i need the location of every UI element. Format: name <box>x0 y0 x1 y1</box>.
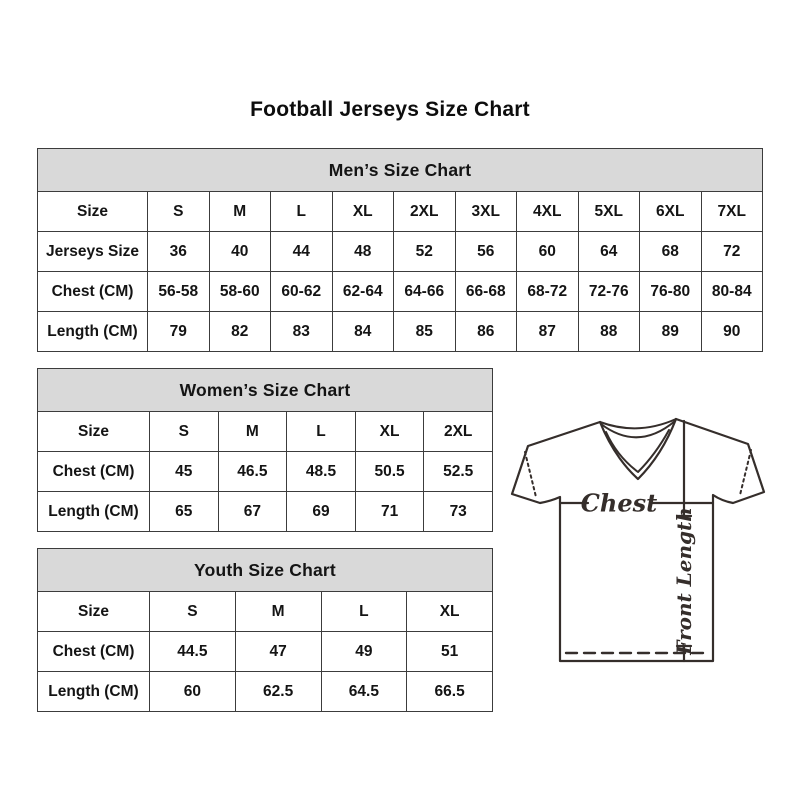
mens-cell: 90 <box>701 312 763 352</box>
womens-table-title: Women’s Size Chart <box>38 369 493 412</box>
womens-cell: L <box>287 412 356 452</box>
mens-cell: 52 <box>394 232 456 272</box>
womens-cell: M <box>218 412 287 452</box>
mens-cell: 6XL <box>640 192 702 232</box>
womens-size-table <box>37 368 493 532</box>
table-row <box>38 412 493 452</box>
youth-cell: 60 <box>150 672 236 712</box>
womens-cell: 67 <box>218 492 287 532</box>
jersey-illustration <box>500 406 778 668</box>
mens-cell: 60-62 <box>271 272 333 312</box>
mens-cell: 58-60 <box>209 272 271 312</box>
mens-cell: 36 <box>148 232 210 272</box>
mens-cell: 79 <box>148 312 210 352</box>
mens-cell: 7XL <box>701 192 763 232</box>
youth-cell: M <box>235 592 321 632</box>
youth-cell: 62.5 <box>235 672 321 712</box>
womens-table-title-row <box>38 369 493 412</box>
table-row <box>38 192 763 232</box>
mens-cell: 82 <box>209 312 271 352</box>
womens-cell: 71 <box>355 492 424 532</box>
youth-cell: 66.5 <box>407 672 493 712</box>
mens-cell: 83 <box>271 312 333 352</box>
mens-row-label: Chest (CM) <box>38 272 148 312</box>
table-row <box>38 452 493 492</box>
mens-cell: L <box>271 192 333 232</box>
mens-cell: 60 <box>517 232 579 272</box>
mens-cell: 56-58 <box>148 272 210 312</box>
womens-cell: 50.5 <box>355 452 424 492</box>
womens-row-label: Size <box>38 412 150 452</box>
mens-cell: 44 <box>271 232 333 272</box>
mens-cell: XL <box>332 192 394 232</box>
mens-cell: 68 <box>640 232 702 272</box>
mens-cell: 62-64 <box>332 272 394 312</box>
table-row <box>38 232 763 272</box>
right-cuff-dashed-seam <box>740 450 751 495</box>
left-cuff-dashed-seam <box>525 452 536 497</box>
youth-row-label: Length (CM) <box>38 672 150 712</box>
youth-cell: XL <box>407 592 493 632</box>
mens-cell: 5XL <box>578 192 640 232</box>
mens-cell: 87 <box>517 312 579 352</box>
table-row <box>38 312 763 352</box>
jersey-collar-arc-outer <box>600 419 676 428</box>
table-row <box>38 492 493 532</box>
mens-cell: 68-72 <box>517 272 579 312</box>
youth-cell: L <box>321 592 407 632</box>
youth-table-title: Youth Size Chart <box>38 549 493 592</box>
mens-cell: 85 <box>394 312 456 352</box>
womens-row-label: Length (CM) <box>38 492 150 532</box>
mens-cell: 66-68 <box>455 272 517 312</box>
youth-cell: 49 <box>321 632 407 672</box>
youth-cell: S <box>150 592 236 632</box>
mens-cell: 80-84 <box>701 272 763 312</box>
mens-cell: 40 <box>209 232 271 272</box>
mens-cell: 56 <box>455 232 517 272</box>
womens-cell: 48.5 <box>287 452 356 492</box>
womens-cell: 45 <box>150 452 219 492</box>
mens-cell: 84 <box>332 312 394 352</box>
youth-cell: 47 <box>235 632 321 672</box>
jersey-body-outline <box>512 419 764 661</box>
youth-size-table <box>37 548 493 712</box>
mens-cell: 89 <box>640 312 702 352</box>
mens-cell: 4XL <box>517 192 579 232</box>
womens-cell: 73 <box>424 492 493 532</box>
mens-cell: 64-66 <box>394 272 456 312</box>
womens-cell: XL <box>355 412 424 452</box>
womens-cell: 46.5 <box>218 452 287 492</box>
mens-cell: 64 <box>578 232 640 272</box>
youth-row-label: Chest (CM) <box>38 632 150 672</box>
table-row <box>38 592 493 632</box>
mens-cell: 2XL <box>394 192 456 232</box>
youth-cell: 44.5 <box>150 632 236 672</box>
jersey-measurement-diagram <box>500 406 778 668</box>
chest-label: Chest <box>580 488 658 518</box>
womens-cell: 65 <box>150 492 219 532</box>
mens-cell: 72 <box>701 232 763 272</box>
page-title: Football Jerseys Size Chart <box>250 98 530 121</box>
mens-row-label: Jerseys Size <box>38 232 148 272</box>
mens-cell: 88 <box>578 312 640 352</box>
mens-cell: S <box>148 192 210 232</box>
youth-cell: 51 <box>407 632 493 672</box>
youth-table-title-row <box>38 549 493 592</box>
mens-cell: M <box>209 192 271 232</box>
table-row <box>38 272 763 312</box>
mens-cell: 3XL <box>455 192 517 232</box>
mens-table-title: Men’s Size Chart <box>38 149 763 192</box>
youth-cell: 64.5 <box>321 672 407 712</box>
mens-cell: 76-80 <box>640 272 702 312</box>
mens-cell: 48 <box>332 232 394 272</box>
front-length-label: Front Length <box>672 507 696 655</box>
youth-row-label: Size <box>38 592 150 632</box>
womens-cell: 2XL <box>424 412 493 452</box>
table-row <box>38 632 493 672</box>
womens-cell: 52.5 <box>424 452 493 492</box>
mens-row-label: Size <box>38 192 148 232</box>
table-row <box>38 672 493 712</box>
womens-cell: S <box>150 412 219 452</box>
womens-cell: 69 <box>287 492 356 532</box>
mens-size-table <box>37 148 763 352</box>
mens-row-label: Length (CM) <box>38 312 148 352</box>
mens-cell: 72-76 <box>578 272 640 312</box>
mens-table-title-row <box>38 149 763 192</box>
mens-cell: 86 <box>455 312 517 352</box>
womens-row-label: Chest (CM) <box>38 452 150 492</box>
